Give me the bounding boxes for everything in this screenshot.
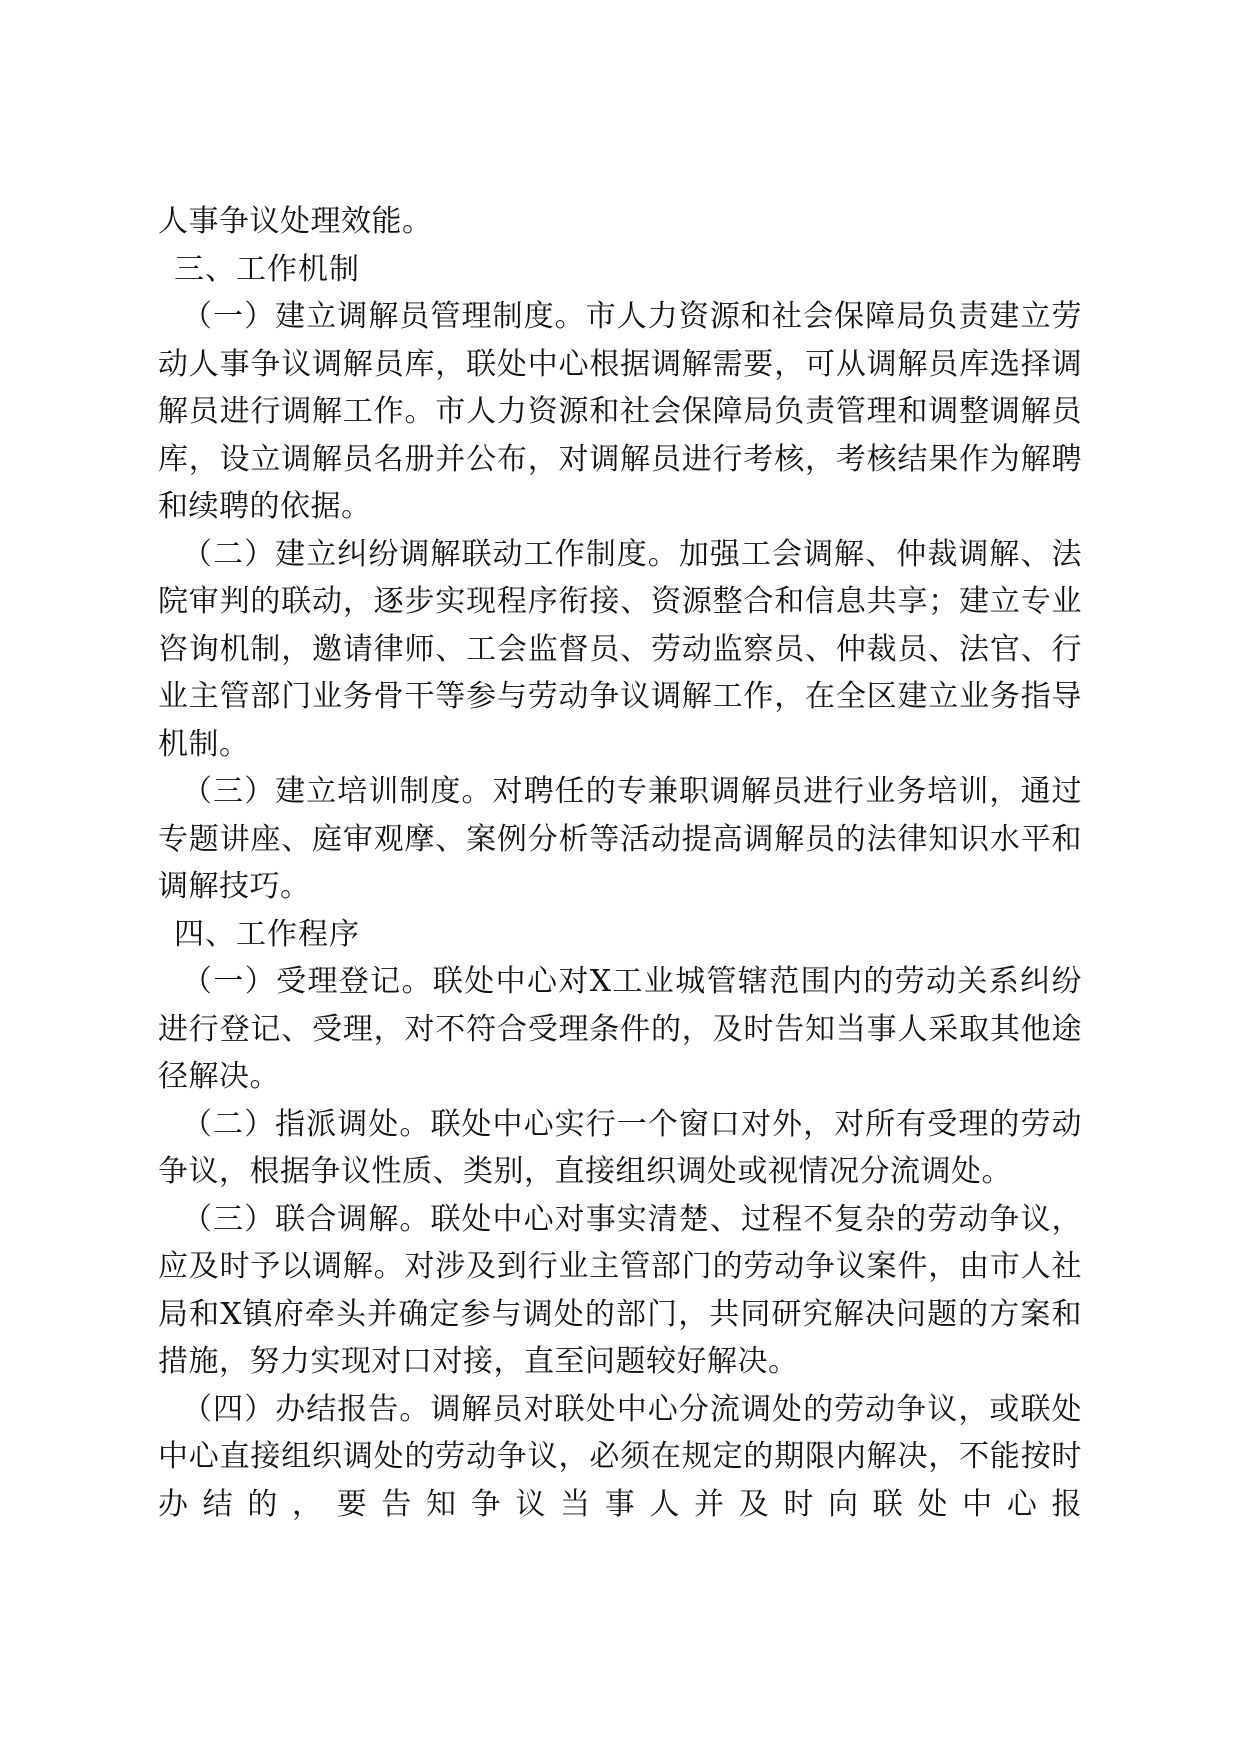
section-4-item-4-body: 调解员对联处中心分流调处的劳动争议，或联处中心直接组织调处的劳动争议，必须在规定的期限内解决，不能按时办结的，要告知争议当事人并及时向联处中心报 xyxy=(158,1391,1083,1522)
section-4-item-1-body: 联处中心对X工业城管辖范围内的劳动关系纠纷进行登记、受理，对不符合受理条件的，及时告知当事人采取其他途径解决。 xyxy=(158,964,1083,1094)
section-4-item-1 xyxy=(158,958,1082,1101)
section-3-item-1-lead: （一）建立调解员管理制度。 xyxy=(182,299,586,334)
section-3-heading: 三、工作机制 xyxy=(174,251,360,287)
section-3-item-1-body: 市人力资源和社会保障局负责建立劳动人事争议调解员库，联处中心根据调解需要，可从调解员库选择调解员进行调解工作。市人力资源和社会保障局负责管理和调整调解员库，设立调解员名册并公布，对调解员进行考核，考核结果作为解聘和续聘的依据。 xyxy=(158,299,1083,524)
section-4-item-2 xyxy=(158,1101,1082,1196)
document-page xyxy=(158,198,1082,1528)
section-3-item-3-body: 对聘任的专兼职调解员进行业务培训，通过专题讲座、庭审观摩、案例分析等活动提高调解员的法律知识水平和调解技巧。 xyxy=(158,774,1083,904)
section-3-item-3-lead: （三）建立培训制度。 xyxy=(182,774,493,809)
section-4-item-2-lead: （二）指派调处。 xyxy=(182,1106,431,1142)
section-3-item-2-body: 加强工会调解、仲裁调解、法院审判的联动，逐步实现程序衔接、资源整合和信息共享；建立专业咨询机制，邀请律师、工会监督员、劳动监察员、仲裁员、法官、行业主管部门业务骨干等参与劳动争议调解工作，在全区建立业务指导机制。 xyxy=(158,536,1083,762)
section-3-item-2-lead: （二）建立纠纷调解联动工作制度。 xyxy=(182,536,679,572)
section-4-heading: 四、工作程序 xyxy=(174,916,360,952)
section-4-item-1-lead: （一）受理登记。 xyxy=(182,964,433,999)
section-4-item-3-body: 联处中心对事实清楚、过程不复杂的劳动争议，应及时予以调解。对涉及到行业主管部门的劳动争议案件，由市人社局和X镇府牵头并确定参与调处的部门，共同研究解决问题的方案和措施，努力实现对口对接，直至问题较好解决。 xyxy=(158,1201,1083,1379)
section-4-item-3-lead: （三）联合调解。 xyxy=(182,1201,431,1237)
section-3-item-2 xyxy=(158,531,1082,769)
intro-tail-paragraph xyxy=(158,198,1082,246)
section-4-item-3 xyxy=(158,1196,1082,1386)
section-4-item-2-body: 联处中心实行一个窗口对外，对所有受理的劳动争议，根据争议性质、类别，直接组织调处或视情况分流调处。 xyxy=(158,1106,1083,1189)
section-3-item-3 xyxy=(158,768,1082,911)
section-3-item-1 xyxy=(158,293,1082,531)
section-4-item-4-lead: （四）办结报告。 xyxy=(182,1391,431,1427)
section-4-item-4 xyxy=(158,1386,1082,1529)
intro-tail-text: 人事争议处理效能。 xyxy=(158,204,433,239)
